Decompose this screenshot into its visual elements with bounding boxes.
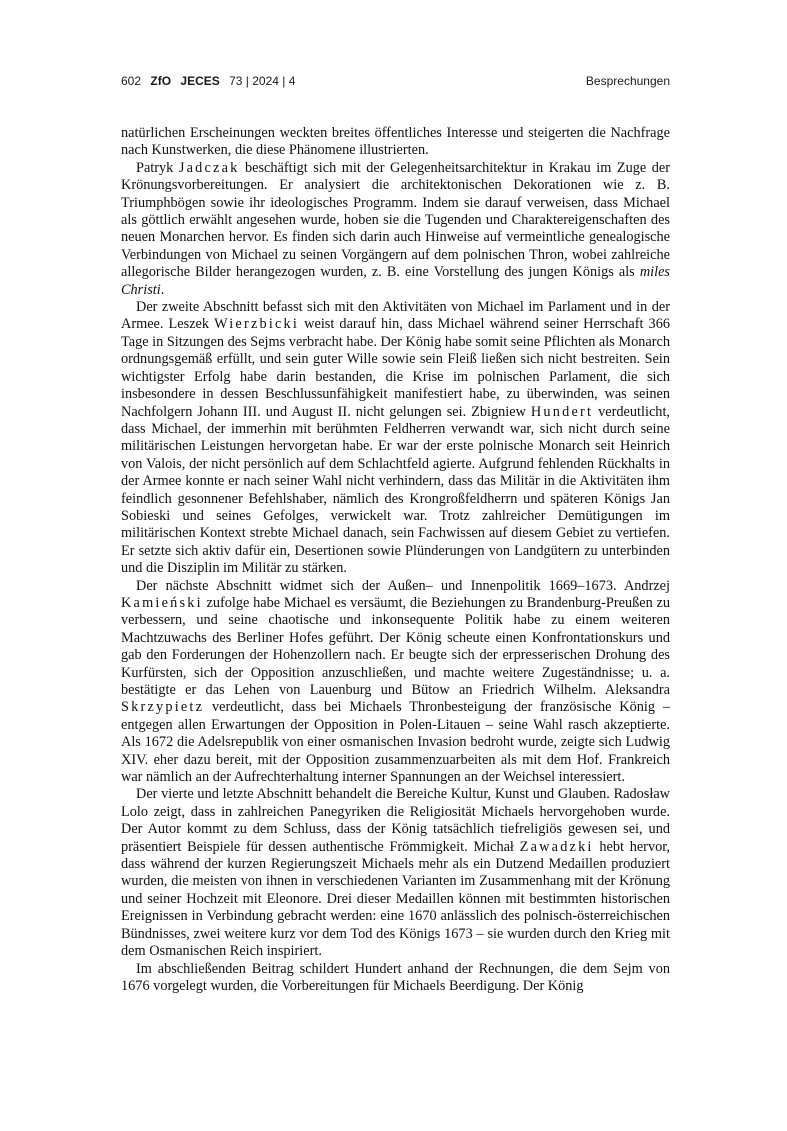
text-run: Patryk — [136, 159, 179, 176]
paragraph — [121, 578, 670, 787]
header-left — [121, 74, 301, 88]
author-name: Skrzypietz — [121, 699, 205, 716]
text-run: . — [160, 281, 165, 298]
text-run: verdeutlicht, dass Michael, der immerhin mit berühmten Feldherren verwandt war, sich nicht durch seine militärischen Leistungen hervorgetan habe. Er war der erste polnische Monarch seit Heinrich von Valois, der nicht persönlich auf dem Schlachtfeld agierte. Aufgrund fehlenden Rückhalts in der Armee konnte er nach seiner Wahl nicht verhindern, dass das Militär in die Aktivitäten ihm feindlich gesonnener Befehlshaber, nämlich des Krongroßfeldherrn und späteren Königs Jan Sobieski und seines Gefolges, verwickelt war. Trotz zahlreicher Demütigungen im militärischen Kontext strebte Michael danach, sein Fachwissen auf diesem Gebiet zu vertiefen. Er setzte sich aktiv dafür ein, Desertionen sowie Plünderungen von Landgütern zu unterbinden und die Disziplin im Militär zu stärken. — [121, 403, 670, 577]
paragraph — [121, 125, 670, 160]
text-run: Der zweite Abschnitt befasst sich mit den Aktivitäten von Michael im Parlament und in der Armee. Leszek — [121, 299, 670, 333]
text-run: Im abschließenden Beitrag schildert Hundert anhand der Rechnungen, die dem Sejm von 1676 vorgelegt wurden, die Vorbereitungen für Michaels Beerdigung. Der König — [121, 960, 670, 994]
article-body — [121, 125, 670, 995]
running-header — [121, 74, 670, 92]
text-run: natürlichen Erscheinungen weckten breites öffentliches Interesse und steigerten die Nachfrage nach Kunstwerken, die diese Phänomene illustrierten. — [121, 125, 670, 159]
volume-info: 73 | 2024 | 4 — [229, 74, 296, 88]
author-name: Kamieński — [121, 594, 203, 611]
text-run: Der nächste Abschnitt widmet sich der Außen– und Innenpolitik 1669–1673. Andrzej — [136, 577, 670, 594]
author-name: Hundert — [530, 403, 594, 420]
author-name: Jadczak — [178, 159, 240, 176]
text-run: hebt hervor, dass während der kurzen Regierungszeit Michaels mehr als ein Dutzend Medaillen produziert wurden, die meisten von ihnen in verschiedenen Varianten im Zusammenhang mit der Krönung und seiner Hochzeit mit Eleonore. Drei dieser Medaillen können mit bestimmten historischen Ereignissen in Verbindung gebracht werden: eine 1670 anlässlich des polnisch-österreichischen Bündnisses, zwei weitere kurz vor dem Tod des Königs 1673 – sie wurden durch den Krieg mit dem Osmanischen Reich inspiriert. — [121, 838, 671, 960]
text-run: beschäftigt sich mit der Gelegenheitsarchitektur in Krakau im Zuge der Krönungsvorbereitungen. Er analysiert die architektonischen Dekorationen wie z. B. Triumphbögen sowie ihr ideologisches Programm. Indem sie darauf verweisen, dass Michael als göttlich erwählt angesehen wurde, hoben sie die Tugenden und Charaktereigenschaften des neuen Monarchen hervor. Es finden sich darin auch Hinweise auf vermeintliche genealogische Verbindungen von Michael zu seinen Vorgängern auf dem polnischen Thron, wobei zahlreiche allegorische Bilder herangezogen wurden, z. B. eine Vorstellung des jungen Königs als — [121, 159, 670, 281]
section-title: Besprechungen — [585, 74, 670, 88]
paragraph — [121, 160, 670, 299]
italic-term: miles Christi — [121, 264, 670, 298]
text-run: Der vierte und letzte Abschnitt behandelt die Bereiche Kultur, Kunst und Glauben. Radosław Lolo zeigt, dass in zahlreichen Panegyriken die Religiosität Michaels hervorgehoben wurde. Der Autor kommt zu dem Schluss, dass der König tatsächlich tiefreligiös gewesen sei, und präsentiert Beispiele für dessen authentische Frömmigkeit. Michał — [121, 786, 670, 855]
journal-subtitle: JECES — [180, 74, 220, 88]
text-run: verdeutlicht, dass bei Michaels Thronbesteigung der französische König – entgegen allen Erwartungen der Opposition in Polen-Litauen – seine Wahl rasch akzeptierte. Als 1672 die Adelsrepublik von einer osmanischen Invasion bedroht wurde, zeigte sich Ludwig XIV. eher dazu bereit, mit der Opposition zusammenzuarbeiten als mit dem Hof. Frankreich war nämlich an der Aufrechterhaltung interner Spannungen an der Weichsel interessiert. — [121, 699, 670, 786]
author-name: Wierzbicki — [214, 316, 300, 333]
text-run: weist darauf hin, dass Michael während seiner Herrschaft 366 Tage in Sitzungen des Sejms verbracht habe. Der König habe somit seine Pflichten als Monarch ordnungsgemäß erfüllt, und sein guter Wille sowie sein Fleiß ließen sich nicht bestreiten. Sein wichtigster Erfolg habe darin bestanden, die Krise im polnischen Parlament, die sich insbesondere in dessen Beschlussunfähigkeit manifestiert habe, zu überwinden, was seinen Nachfolgern Johann III. und August II. nicht gelungen sei. Zbigniew — [121, 316, 671, 420]
journal-logo: ZfO — [150, 74, 172, 88]
paragraph — [121, 961, 670, 996]
paragraph — [121, 786, 670, 960]
text-run: zufolge habe Michael es versäumt, die Beziehungen zu Brandenburg-Preußen zu verbessern, und seine chaotische und inkonsequente Politik habe zu einem weiteren Machtzuwachs des Berliner Hofes geführt. Der König scheute einen Konfrontationskurs und gab den Forderungen der Hohenzollern nach. Er beugte sich der erpresserischen Drohung des Kurfürsten, sich der Opposition anzuschließen, und machte weitere Zugeständnisse; u. a. bestätigte er das Lehen von Lauenburg und Bütow an Friedrich Wilhelm. Aleksandra — [121, 594, 670, 698]
page-number: 602 — [121, 74, 142, 88]
author-name: Zawadzki — [519, 838, 594, 855]
paragraph — [121, 299, 670, 578]
